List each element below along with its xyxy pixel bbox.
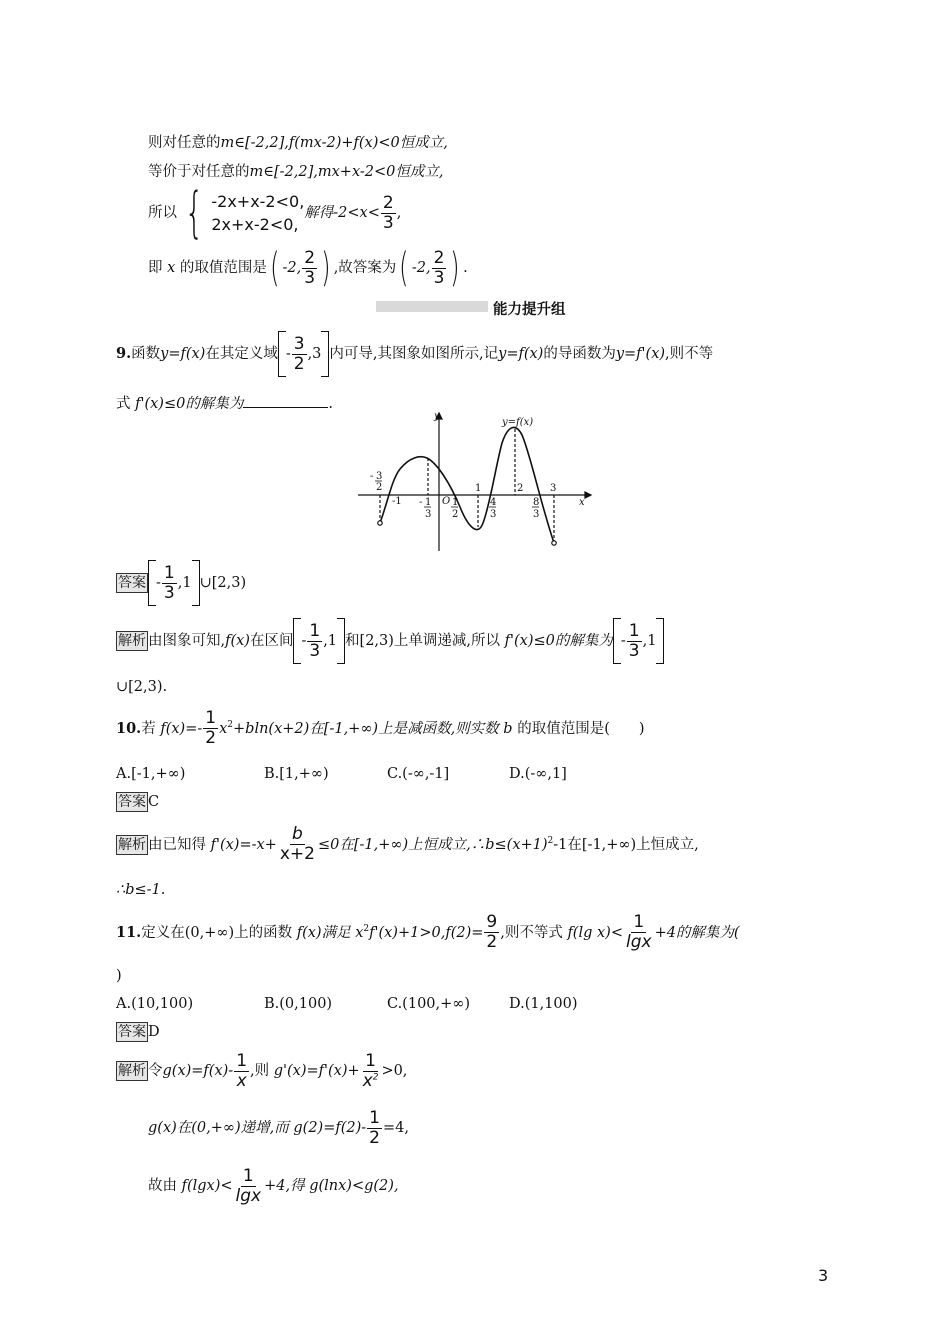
tick-label: 1 (425, 497, 432, 508)
analysis-line-cont: g(x)在(0,+∞)递增,而 g(2)=f(2)- $\frac{1}{2}$ =4, (148, 1107, 409, 1148)
option-c: C.(-∞,-1] (387, 766, 450, 782)
fraction: $\frac{b}{x+2}$ (279, 824, 315, 865)
curve (380, 427, 557, 543)
tick-label: 3 (550, 483, 557, 494)
answer-tag: 答案 (118, 575, 146, 591)
question-11: 11.定义在(0,+∞)上的函数 f(x)满足 $x^2f'(x)+1>0,f(2)=$ $\frac{9}{2}$ ,则不等式 f(lg x)< $\frac{1}{\lg x}$ +4的解集为( (116, 912, 740, 953)
fraction: $\frac{3}{2}$ (293, 333, 305, 374)
text-line: 则对任意的m∈[-2,2],f(mx-2)+f(x)<0恒成立, (148, 135, 448, 151)
option-a: A.[-1,+∞) (116, 766, 186, 782)
tick-label: 3 (533, 509, 540, 520)
tick-label: -1 (392, 496, 402, 507)
option-b: B.[1,+∞) (264, 766, 329, 782)
fraction: $\frac{1}{3}$ (309, 620, 321, 661)
equation-system-line: 所以 { -2x+x-2<0, 2x+x-2<0, 解得-2<x< $\frac{2}{3}$ , (148, 181, 402, 244)
fraction: $\frac{1}{\lg x}$ (235, 1165, 262, 1206)
fraction: $\frac{1}{2}$ (369, 1107, 380, 1148)
analysis-tag: 解析 (118, 633, 146, 649)
fraction: $\frac{2}{3}$ (304, 247, 316, 288)
answer-line: 答案 D (118, 1024, 160, 1040)
text-line: 即 x 的取值范围是( -2, $\frac{2}{3}$ ) ,故答案为( -2, $\frac{2}{3}$ ) . (148, 245, 468, 291)
open-endpoint (552, 541, 556, 545)
analysis-tag: 解析 (118, 836, 146, 853)
tick-label: 3 (376, 471, 383, 482)
analysis-line-cont: 故由 f(lgx)< $\frac{1}{\lg x}$ +4,得 g(lnx)<g(2), (148, 1165, 399, 1206)
analysis-line: 解析 由已知得 f'(x)=-x+ $\frac{b}{x+2}$ ≤0在[-1,+∞)上恒成立$,\therefore b\le(x+1)^2-1$在[-1,+∞)上恒成立, (118, 824, 699, 865)
fraction: $\frac{1}{2}$ (205, 708, 217, 749)
tick-label: 1 (452, 497, 459, 508)
tick-label: 4 (490, 497, 497, 508)
tick-label: 2 (452, 509, 459, 520)
answer-blank (243, 393, 328, 408)
tick-label: 2 (517, 483, 524, 494)
question-11-cont: ) (116, 968, 122, 984)
function-graph (350, 405, 600, 555)
question-10: 10.若 f(x)=- $\frac{1}{2}$ $x^2+bln(x+2)$在[-1,+∞)上是减函数,则实数 b 的取值范围是( ) (116, 708, 645, 749)
curve-label: y=f(x) (502, 417, 534, 428)
left-brace: { (184, 181, 204, 244)
question-9-cont: 式 f'(x)≤0的解集为 . (116, 393, 333, 414)
tick-label: 8 (533, 497, 540, 508)
svg-text:-: - (370, 471, 374, 482)
analysis-tag: 解析 (118, 1063, 146, 1079)
origin-label: O (442, 496, 451, 507)
tick-label: 3 (425, 509, 432, 520)
tick-label: 3 (490, 509, 497, 520)
tick-label: 1 (475, 483, 482, 494)
fraction: $\frac{9}{2}$ (486, 912, 498, 953)
fraction: $\frac{2}{3}$ (433, 247, 445, 288)
fraction: $\frac{1}{3}$ (628, 620, 640, 661)
fraction: $\frac{2}{3}$ (382, 192, 394, 233)
tick-label: 2 (376, 482, 383, 493)
option-d: D.(1,100) (509, 996, 578, 1012)
fraction: $\frac{1}{\lg x}$ (625, 912, 652, 953)
svg-text:-: - (419, 497, 423, 508)
analysis-line: 解析 令g(x)=f(x)- $\frac{1}{x}$ ,则 g'(x)=f'(x)+ $\frac{1}{x^2}$ >0, (118, 1050, 408, 1091)
section-bar (376, 301, 488, 312)
text-line: 等价于对任意的m∈[-2,2],mx+x-2<0恒成立, (148, 164, 444, 180)
answer-tag: 答案 (118, 1024, 146, 1040)
analysis-line-cont: ∪[2,3). (116, 679, 168, 695)
page-number: 3 (818, 1266, 829, 1285)
answer-tag: 答案 (118, 794, 146, 810)
answer-line: 答案 - $\frac{1}{3}$ ,1 ∪[2,3) (116, 560, 246, 606)
question-9: 9.函数y=f(x)在其定义域 - $\frac{3}{2}$ ,3 内可导,其图象如图所示,记y=f(x)的导函数为y=f'(x),则不等 (116, 331, 713, 377)
answer-line: 答案 C (118, 794, 160, 810)
analysis-line-cont: ∴b≤-1. (116, 882, 166, 898)
fraction: $\frac{1}{3}$ (163, 562, 175, 603)
option-c: C.(100,+∞) (387, 996, 471, 1012)
fraction: $\frac{1}{x^2}$ (362, 1050, 379, 1091)
section-title: 能力提升组 (493, 302, 566, 318)
equation-system: -2x+x-2<0, 2x+x-2<0, (211, 192, 305, 234)
y-axis-label: y (434, 411, 440, 422)
option-d: D.(-∞,1] (509, 766, 567, 782)
fraction: $\frac{1}{x}$ (236, 1050, 248, 1091)
analysis-line: 解析 由图象可知,f(x)在区间 - $\frac{1}{3}$ ,1 和[2,3)上单调递减,所以 f'(x)≤0的解集为 - $\frac{1}{3}$ ,1 (116, 618, 664, 664)
x-axis-arrow (585, 492, 591, 498)
option-b: B.(0,100) (264, 996, 333, 1012)
open-endpoint (378, 521, 382, 525)
option-a: A.(10,100) (116, 996, 194, 1012)
x-axis-label: x (579, 497, 585, 508)
